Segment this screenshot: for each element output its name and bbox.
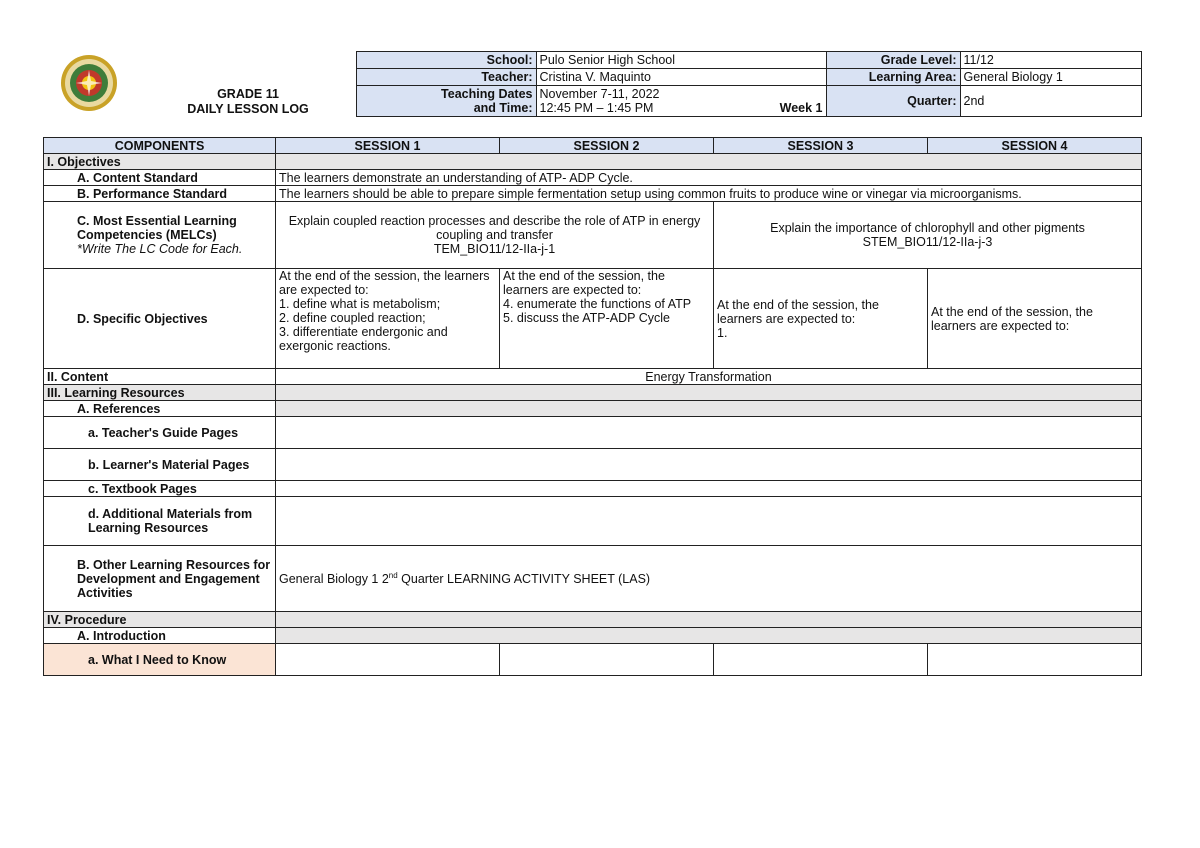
spec-session-3 <box>714 269 928 369</box>
content-standard-value: The learners demonstrate an understanding of ATP- ADP Cycle. <box>276 170 1142 186</box>
col-session-4: SESSION 4 <box>928 138 1142 154</box>
school-seal-icon <box>60 54 118 112</box>
melc-session-1-2 <box>276 202 714 269</box>
spec-s1-line: At the end of the session, the learners are expected to: <box>279 269 490 297</box>
quarter-label: Quarter: <box>826 86 960 117</box>
school-value: Pulo Senior High School <box>536 52 826 69</box>
teacher-label: Teacher: <box>356 69 536 86</box>
objectives-fill <box>276 154 1142 170</box>
grade-level-label: Grade Level: <box>826 52 960 69</box>
col-session-3: SESSION 3 <box>714 138 928 154</box>
other-resources-label: B. Other Learning Resources for Development and Engagement Activities <box>44 546 276 612</box>
melc-s12-text: Explain coupled reaction processes and describe the role of ATP in energy coupling and transfer <box>288 214 701 242</box>
content-label: II. Content <box>44 369 276 385</box>
references-fill <box>276 401 1142 417</box>
learning-resources-label: III. Learning Resources <box>44 385 276 401</box>
grade-level-value: 11/12 <box>960 52 1141 69</box>
melc-label: C. Most Essential Learning Competencies (MELCs) <box>77 214 237 242</box>
content-standard-label: A. Content Standard <box>44 170 276 186</box>
teachers-guide-value <box>276 417 1142 449</box>
dates-value-line1: November 7-11, 2022 <box>539 87 660 101</box>
procedure-label: IV. Procedure <box>44 612 276 628</box>
performance-standard-value: The learners should be able to prepare simple fermentation setup using common fruits to produce wine or vinegar via microorganisms. <box>276 186 1142 202</box>
grade-title: GRADE 11 <box>217 86 279 101</box>
additional-materials-value <box>276 497 1142 546</box>
learners-material-value <box>276 449 1142 481</box>
need-session-1 <box>276 644 500 676</box>
spec-s3-line: 1. <box>717 325 728 340</box>
spec-s2-line: 4. enumerate the functions of ATP <box>503 297 692 311</box>
melc-s34-text: Explain the importance of chlorophyll and other pigments <box>770 221 1085 235</box>
procedure-fill <box>276 612 1142 628</box>
learning-area-value: General Biology 1 <box>960 69 1141 86</box>
need-session-3 <box>714 644 928 676</box>
textbook-pages-value <box>276 481 1142 497</box>
spec-s1-line: 2. define coupled reaction; <box>279 311 426 325</box>
spec-session-4 <box>928 269 1142 369</box>
spec-s1-line: 1. define what is metabolism; <box>279 297 441 311</box>
dates-label-line1: Teaching Dates <box>441 87 533 101</box>
spec-s3-line: At the end of the session, the learners are expected to: <box>717 297 879 326</box>
col-components: COMPONENTS <box>44 138 276 154</box>
col-session-2: SESSION 2 <box>500 138 714 154</box>
teachers-guide-label: a. Teacher's Guide Pages <box>44 417 276 449</box>
learners-material-label: b. Learner's Material Pages <box>44 449 276 481</box>
introduction-fill <box>276 628 1142 644</box>
melc-session-3-4 <box>714 202 1142 269</box>
log-title: DAILY LESSON LOG <box>187 101 309 116</box>
performance-standard-label: B. Performance Standard <box>44 186 276 202</box>
spec-s2-line: 5. discuss the ATP-ADP Cycle <box>503 311 670 325</box>
spec-s2-line: At the end of the session, the learners are expected to: <box>503 269 665 297</box>
references-label: A. References <box>44 401 276 417</box>
what-i-need-label: a. What I Need to Know <box>44 644 276 676</box>
quarter-value: 2nd <box>960 86 1141 117</box>
col-session-1: SESSION 1 <box>276 138 500 154</box>
learning-area-label: Learning Area: <box>826 69 960 86</box>
other-resources-sup: nd <box>388 570 398 580</box>
introduction-label: A. Introduction <box>44 628 276 644</box>
school-label: School: <box>356 52 536 69</box>
week-value: Week 1 <box>779 101 823 115</box>
other-resources-value <box>276 546 1142 612</box>
time-value: 12:45 PM – 1:45 PM <box>539 101 654 115</box>
dates-value <box>536 86 826 117</box>
dates-label-line2: and Time: <box>473 101 533 115</box>
content-value: Energy Transformation <box>276 369 1142 385</box>
melc-s12-code: TEM_BIO11/12-IIa-j-1 <box>433 242 556 256</box>
lesson-log-table <box>43 137 1142 676</box>
dates-label <box>356 86 536 117</box>
melc-note: *Write The LC Code for Each. <box>77 242 243 256</box>
specific-objectives-label: D. Specific Objectives <box>44 269 276 369</box>
need-session-4 <box>928 644 1142 676</box>
melc-s34-code: STEM_BIO11/12-IIa-j-3 <box>862 235 993 249</box>
need-session-2 <box>500 644 714 676</box>
header-table <box>43 51 1142 117</box>
melc-label-cell <box>44 202 276 269</box>
additional-materials-label: d. Additional Materials from Learning Resources <box>44 497 276 546</box>
spec-session-2 <box>500 269 714 369</box>
spec-s1-line: 3. differentiate endergonic and exergonic reactions. <box>279 325 448 353</box>
textbook-pages-label: c. Textbook Pages <box>44 481 276 497</box>
header-title-cell <box>43 52 356 117</box>
spec-s4-line: At the end of the session, the learners are expected to: <box>931 304 1093 333</box>
other-resources-text: General Biology 1 2 <box>279 571 389 586</box>
learning-resources-fill <box>276 385 1142 401</box>
other-resources-text-end: Quarter LEARNING ACTIVITY SHEET (LAS) <box>397 571 651 586</box>
spec-session-1 <box>276 269 500 369</box>
objectives-label: I. Objectives <box>44 154 276 170</box>
teacher-value: Cristina V. Maquinto <box>536 69 826 86</box>
